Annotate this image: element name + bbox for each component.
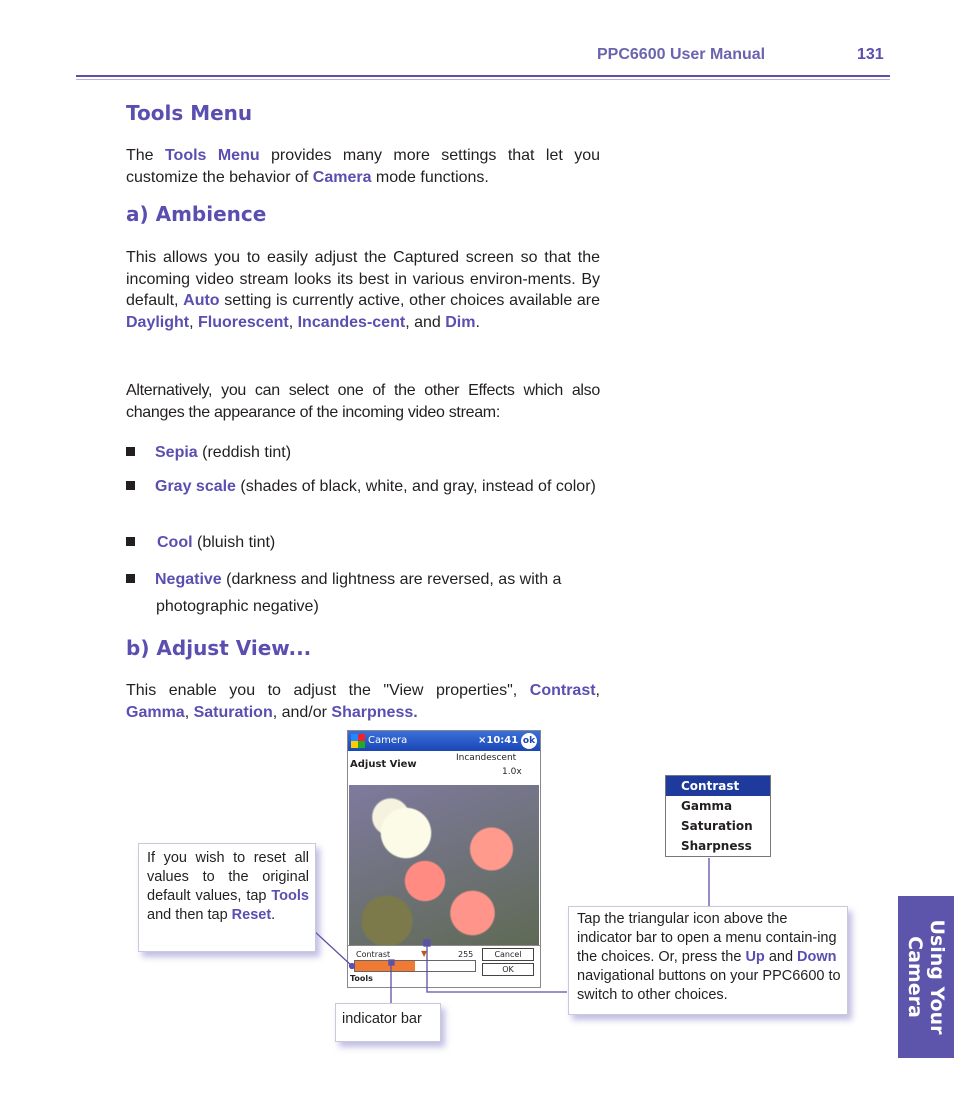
menu-triangle-icon[interactable]: ▼ xyxy=(421,949,428,958)
reset-callout: If you wish to reset all values to the original default values, tap Tools and then tap Reset. xyxy=(138,843,316,952)
phone-zoom: 1.0x xyxy=(502,767,522,777)
chapter-tab xyxy=(898,896,954,1058)
menu-item[interactable]: Saturation xyxy=(681,819,753,833)
list-item: Cool (bluish tint) xyxy=(126,532,606,554)
phone-time: ×10:41 xyxy=(478,735,519,746)
phone-subtitle: Adjust View xyxy=(350,759,417,770)
phone-app-title: Camera xyxy=(368,735,408,746)
phone-ok-button[interactable]: ok xyxy=(521,733,537,749)
list-item: Negative (darkness and lightness are reversed, as with a photographic negative) xyxy=(126,566,606,620)
triangle-callout: Tap the triangular icon above the indicator bar to open a menu contain-ing the choices. Or, press the Up and Down navigational buttons on your PPC6600 to switch to other choices. xyxy=(568,906,848,1015)
chapter-tab-line1: Using Your xyxy=(926,919,948,1035)
phone-lighting: Incandescent xyxy=(456,753,517,763)
indicator-callout: indicator bar xyxy=(335,1003,441,1042)
ambience-heading: a) Ambience xyxy=(126,202,267,226)
phone-cancel-button[interactable]: Cancel xyxy=(482,948,534,961)
phone-tools-menu[interactable]: Tools xyxy=(350,974,373,983)
tools-menu-paragraph: The Tools Menu provides many more settings that let you customize the behavior of Camera mode functions. xyxy=(126,147,600,186)
ambience-paragraph: This allows you to easily adjust the Captured screen so that the incoming video stream looks its best in various environ-ments. By default, Auto setting is currently active, other choices available are Daylight, Fluorescent, Incandes-cent, and Dim. xyxy=(126,249,600,331)
phone-ok-dialog-button[interactable]: OK xyxy=(482,963,534,976)
effects-paragraph: Alternatively, you can select one of the other Effects which also changes the appearance of the incoming video stream: xyxy=(126,382,600,421)
menu-item[interactable]: Sharpness xyxy=(681,839,752,853)
chapter-tab-line2: Camera xyxy=(904,936,926,1018)
adjust-view-heading: b) Adjust View... xyxy=(126,636,312,660)
tools-menu-heading: Tools Menu xyxy=(126,101,253,125)
menu-item[interactable]: Gamma xyxy=(681,799,733,813)
menu-item[interactable]: Contrast xyxy=(666,776,770,796)
slider-label: Contrast xyxy=(356,950,391,959)
adjust-view-paragraph: This enable you to adjust the "View properties", Contrast, Gamma, Saturation, and/or Sharpness. xyxy=(126,682,600,721)
list-item: Gray scale (shades of black, white, and gray, instead of color) xyxy=(126,476,606,498)
manual-title: PPC6600 User Manual xyxy=(597,46,766,63)
list-item: Sepia (reddish tint) xyxy=(126,442,606,464)
page-number: 131 xyxy=(857,46,884,63)
slider-value: 255 xyxy=(458,950,474,959)
